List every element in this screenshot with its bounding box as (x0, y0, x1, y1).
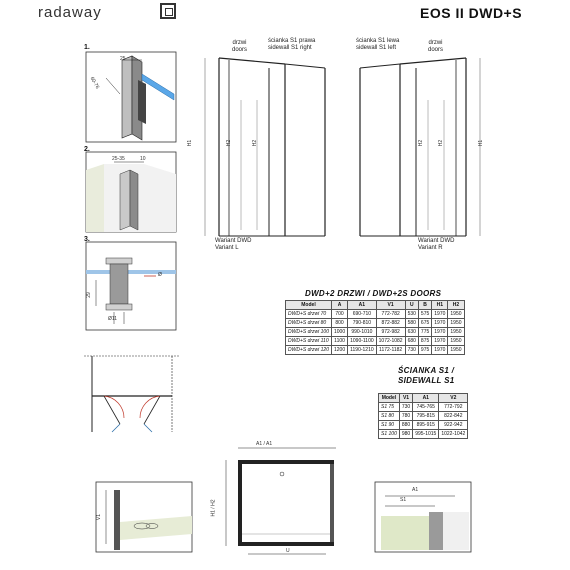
table-row (286, 346, 465, 355)
brand-logo: radaway (38, 4, 102, 21)
table-cell: 675 (418, 319, 431, 328)
table-cell: 1090-1100 (348, 337, 377, 346)
table-cell: 775 (418, 328, 431, 337)
table-row (286, 310, 465, 319)
detail-2-drawing (84, 150, 184, 240)
table-cell: 822-842 (439, 412, 468, 421)
table-row (379, 412, 468, 421)
right-variant-label: Wariant DWD Variant R (418, 238, 455, 251)
table-cell: 1950 (448, 337, 464, 346)
table-row (286, 328, 465, 337)
table-cell: DWD+S drzwi 120 (286, 346, 332, 355)
detail-1-drawing (84, 50, 184, 150)
detail-3-diameter-dim: Ø11 (108, 316, 118, 322)
table-cell: 730 (405, 346, 418, 355)
table-cell: 875 (418, 337, 431, 346)
detail-3-height-dim: 29 (85, 292, 92, 298)
right-h2-dim: H2 (438, 139, 445, 147)
table-cell: DWD+S drzwi 80 (286, 319, 332, 328)
table-cell: 772-782 (376, 310, 405, 319)
sidewall-table-heading: ŚCIANKA S1 / SIDEWALL S1 (398, 366, 455, 385)
table-cell: 995-1015 (413, 430, 439, 439)
table-cell: 530 (405, 310, 418, 319)
table-cell: 745-765 (413, 403, 439, 412)
table-header-cell: A1 (413, 394, 439, 403)
table-cell: 980 (399, 430, 412, 439)
table-cell: 880 (399, 421, 412, 430)
table-cell: 1970 (432, 337, 448, 346)
bottom-right-s-dim: S1 (400, 497, 407, 503)
step-3-label: 3. (84, 236, 90, 243)
table-cell: 1100 (331, 337, 347, 346)
left-sidewall-callout: ścianka S1 prawa sidewall S1 right (268, 38, 316, 51)
plan-elevation-drawing (218, 440, 343, 560)
table-cell: DWD+S drzwi 70 (286, 310, 332, 319)
table-cell: 800 (331, 319, 347, 328)
table-row (379, 403, 468, 412)
brand-logo-icon (160, 3, 176, 19)
table-row (286, 319, 465, 328)
right-doors-callout: drzwi doors (428, 40, 444, 53)
detail-1-range-dim: 60-76 (88, 75, 101, 91)
right-inner-h2-dim: H2 (418, 139, 425, 147)
table-cell: 922-942 (439, 421, 468, 430)
table-cell: 630 (405, 328, 418, 337)
table-cell: 790-810 (348, 319, 377, 328)
table-cell: 1200 (331, 346, 347, 355)
table-cell: 700 (331, 310, 347, 319)
detail-3-drawing (84, 240, 184, 335)
bottom-left-detail (96, 482, 196, 557)
table-cell: 575 (418, 310, 431, 319)
doors-table-header-row (286, 301, 465, 310)
table-cell: 895-915 (413, 421, 439, 430)
sidewall-table (378, 393, 468, 439)
table-cell: 772-792 (439, 403, 468, 412)
bottom-left-v-dim: V1 (96, 513, 103, 521)
doors-table-heading: DWD+2 DRZWI / DWD+2S DOORS (305, 289, 442, 298)
table-cell: 690-710 (348, 310, 377, 319)
table-cell: 972-982 (376, 328, 405, 337)
plan-bottom-dim: U (286, 548, 290, 554)
plan-height-dim: H1 / H2 (210, 499, 217, 517)
left-h2-dim: H2 (226, 139, 233, 147)
left-inner-h2-dim: H2 (252, 139, 259, 147)
table-header-cell: V1 (376, 301, 405, 310)
right-h1-dim: H1 (478, 139, 485, 147)
table-cell: S1 80 (379, 412, 400, 421)
step-2-label: 2. (84, 146, 90, 153)
table-cell: 1072-1082 (376, 337, 405, 346)
detail-3-d-dim: Ø (158, 272, 162, 278)
table-cell: S1 100 (379, 430, 400, 439)
detail-2-dim-a: 25-35 (112, 156, 125, 162)
table-header-cell: U (405, 301, 418, 310)
table-header-cell: A (331, 301, 347, 310)
step-1-label: 1. (84, 44, 90, 51)
table-row (286, 337, 465, 346)
table-cell: 730 (399, 403, 412, 412)
plan-top-dim: A1 / A1 (256, 441, 273, 447)
table-cell: 1172-1182 (376, 346, 405, 355)
page-title: EOS II DWD+S (420, 5, 523, 21)
table-header-cell: Model (286, 301, 332, 310)
table-cell: 1950 (448, 310, 464, 319)
table-cell: S1 90 (379, 421, 400, 430)
bottom-right-detail (375, 482, 475, 557)
table-cell: 1970 (432, 328, 448, 337)
table-cell: 1970 (432, 319, 448, 328)
left-h1-dim: H1 (187, 139, 194, 147)
doors-table (285, 300, 465, 355)
table-cell: 975 (418, 346, 431, 355)
table-cell: DWD+S drzwi 100 (286, 328, 332, 337)
table-cell: 1970 (432, 310, 448, 319)
table-header-cell: Model (379, 394, 400, 403)
table-cell: 1950 (448, 346, 464, 355)
bottom-right-a-dim: A1 (412, 487, 419, 493)
table-cell: 1950 (448, 328, 464, 337)
detail-1-width-dim: 25 (120, 56, 126, 62)
left-variant-label: Wariant DWD Variant L (215, 238, 252, 251)
table-cell: S1 75 (379, 403, 400, 412)
table-cell: DWD+S drzwi 110 (286, 337, 332, 346)
table-row (379, 421, 468, 430)
sidewall-table-header-row (379, 394, 468, 403)
table-cell: 1022-1042 (439, 430, 468, 439)
table-cell: 1190-1210 (348, 346, 377, 355)
left-variant-drawing (205, 40, 335, 240)
table-cell: 795-815 (413, 412, 439, 421)
table-cell: 1000 (331, 328, 347, 337)
table-row (379, 430, 468, 439)
table-cell: 872-882 (376, 319, 405, 328)
table-header-cell: V1 (399, 394, 412, 403)
right-variant-drawing (350, 40, 480, 240)
table-header-cell: H2 (448, 301, 464, 310)
detail-2-dim-b: 10 (140, 156, 146, 162)
table-cell: 580 (405, 319, 418, 328)
door-swing-plan (84, 352, 184, 437)
table-header-cell: V2 (439, 394, 468, 403)
right-sidewall-callout: ścianka S1 lewa sidewall S1 left (356, 38, 400, 51)
table-cell: 990-1010 (348, 328, 377, 337)
table-cell: 680 (405, 337, 418, 346)
left-doors-callout: drzwi doors (232, 40, 248, 53)
table-header-cell: H1 (432, 301, 448, 310)
table-cell: 780 (399, 412, 412, 421)
table-header-cell: A1 (348, 301, 377, 310)
table-cell: 1970 (432, 346, 448, 355)
table-header-cell: B (418, 301, 431, 310)
table-cell: 1950 (448, 319, 464, 328)
